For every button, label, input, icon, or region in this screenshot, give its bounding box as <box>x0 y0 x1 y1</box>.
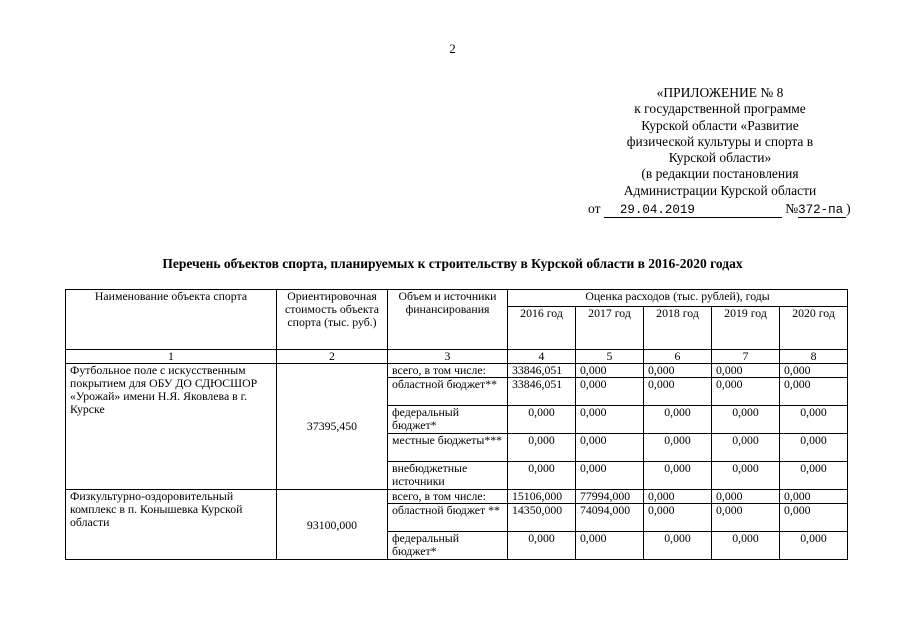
header-name: Наименование объекта спорта <box>66 290 277 350</box>
value-cell: 0,000 <box>644 490 712 504</box>
funding-source: местные бюджеты*** <box>388 434 508 462</box>
value-cell: 0,000 <box>644 364 712 378</box>
value-cell: 15106,000 <box>508 490 576 504</box>
funding-source: внебюджетные источники <box>388 462 508 490</box>
column-number: 2 <box>277 350 388 364</box>
value-cell: 0,000 <box>712 406 780 434</box>
value-cell: 0,000 <box>712 490 780 504</box>
header-sources: Объем и источники финансирования <box>388 290 508 350</box>
appendix-line: «ПРИЛОЖЕНИЕ № 8 <box>656 85 784 100</box>
value-cell: 0,000 <box>780 532 848 560</box>
value-cell: 0,000 <box>780 364 848 378</box>
value-cell: 0,000 <box>780 434 848 462</box>
value-cell: 0,000 <box>644 434 712 462</box>
appendix-header <box>560 85 880 199</box>
value-cell: 74094,000 <box>576 504 644 532</box>
value-cell: 0,000 <box>576 364 644 378</box>
header-cost: Ориентировочная стоимость объекта спорта (тыс. руб.) <box>277 290 388 350</box>
header-year: 2020 год <box>780 307 848 350</box>
value-cell: 0,000 <box>576 434 644 462</box>
value-cell: 0,000 <box>508 406 576 434</box>
value-cell: 0,000 <box>712 504 780 532</box>
resolution-date: 29.04.2019 <box>604 203 782 218</box>
appendix-line: Курской области» <box>668 150 772 166</box>
value-cell: 0,000 <box>508 462 576 490</box>
value-cell: 0,000 <box>508 532 576 560</box>
value-cell: 0,000 <box>644 532 712 560</box>
value-cell: 0,000 <box>576 532 644 560</box>
header-year: 2018 год <box>644 307 712 350</box>
value-cell: 0,000 <box>780 504 848 532</box>
funding-source: областной бюджет** <box>388 378 508 406</box>
header-year: 2017 год <box>576 307 644 350</box>
header-year: 2016 год <box>508 307 576 350</box>
funding-source: всего, в том числе: <box>388 490 508 504</box>
header-year: 2019 год <box>712 307 780 350</box>
value-cell: 0,000 <box>644 462 712 490</box>
column-number: 3 <box>388 350 508 364</box>
appendix-line: Курской области «Развитие <box>641 117 799 133</box>
value-cell: 33846,051 <box>508 378 576 406</box>
sports-objects-table <box>65 289 848 560</box>
funding-source: областной бюджет ** <box>388 504 508 532</box>
object-cost: 37395,450 <box>277 364 388 490</box>
column-number: 5 <box>576 350 644 364</box>
column-number: 4 <box>508 350 576 364</box>
value-cell: 0,000 <box>712 532 780 560</box>
object-name: Физкультурно-оздоровительный комплекс в п. Конышевка Курской области <box>66 490 277 560</box>
value-cell: 0,000 <box>712 462 780 490</box>
appendix-line: Администрации Курской области <box>623 182 817 198</box>
value-cell: 0,000 <box>644 406 712 434</box>
value-cell: 14350,000 <box>508 504 576 532</box>
column-number: 8 <box>780 350 848 364</box>
funding-source: федеральный бюджет* <box>388 532 508 560</box>
value-cell: 0,000 <box>780 378 848 406</box>
funding-source: всего, в том числе: <box>388 364 508 378</box>
column-number: 6 <box>644 350 712 364</box>
from-label: от <box>588 201 601 216</box>
value-cell: 77994,000 <box>576 490 644 504</box>
appendix-line: (в редакции постановления <box>641 166 799 182</box>
number-label: № <box>785 201 799 216</box>
column-number: 1 <box>66 350 277 364</box>
document-title: Перечень объектов спорта, планируемых к строительству в Курской области в 2016-2020 годах <box>162 256 743 271</box>
appendix-line: к государственной программе <box>634 101 806 117</box>
value-cell: 33846,051 <box>508 364 576 378</box>
value-cell: 0,000 <box>644 378 712 406</box>
value-cell: 0,000 <box>712 378 780 406</box>
value-cell: 0,000 <box>712 364 780 378</box>
value-cell: 0,000 <box>780 490 848 504</box>
appendix-line: физической культуры и спорта в <box>626 133 814 149</box>
closing-paren: ) <box>846 201 851 216</box>
value-cell: 0,000 <box>576 462 644 490</box>
header-estimate: Оценка расходов (тыс. рублей), годы <box>508 290 848 307</box>
value-cell: 0,000 <box>780 406 848 434</box>
value-cell: 0,000 <box>780 462 848 490</box>
object-cost: 93100,000 <box>277 490 388 560</box>
object-name: Футбольное поле с искусственным покрытием для ОБУ ДО СДЮСШОР «Урожай» имени Н.Я. Яковлева в г. Курске <box>66 364 277 490</box>
value-cell: 0,000 <box>576 406 644 434</box>
value-cell: 0,000 <box>712 434 780 462</box>
value-cell: 0,000 <box>508 434 576 462</box>
value-cell: 0,000 <box>644 504 712 532</box>
resolution-date-line <box>588 201 851 218</box>
table-row <box>66 490 848 504</box>
page-number: 2 <box>449 41 456 56</box>
resolution-number: 372-па <box>798 203 846 218</box>
value-cell: 0,000 <box>576 378 644 406</box>
column-number: 7 <box>712 350 780 364</box>
table-row <box>66 364 848 378</box>
funding-source: федеральный бюджет* <box>388 406 508 434</box>
